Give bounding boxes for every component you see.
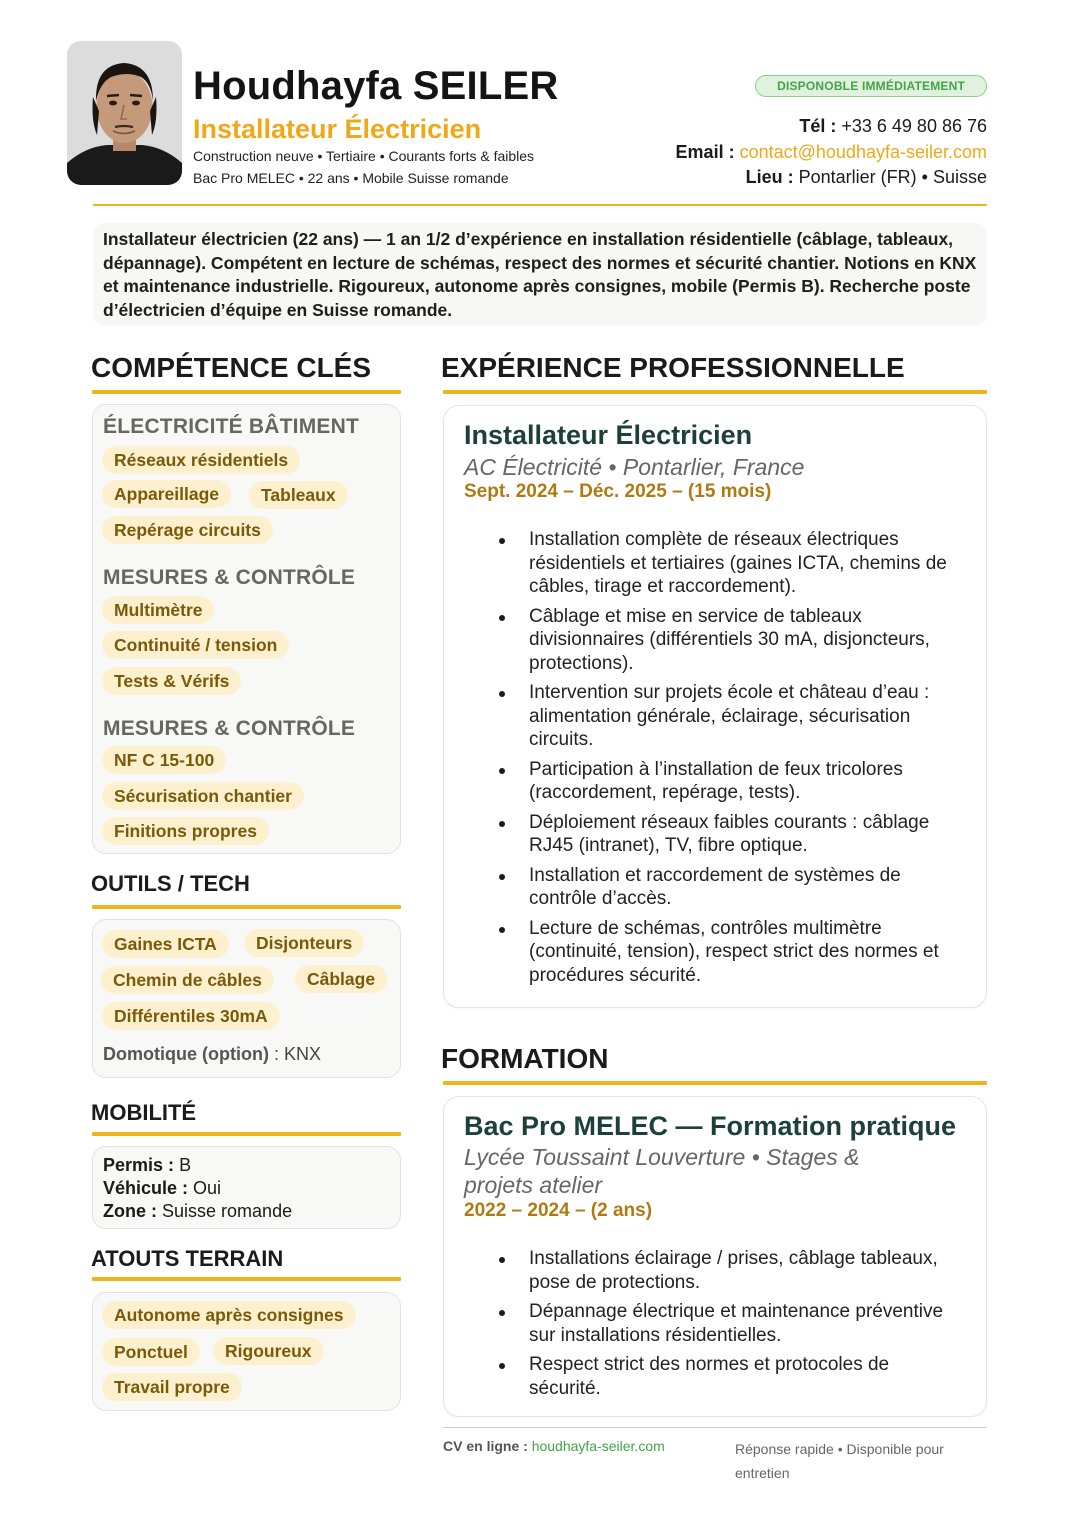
list-item: Installation et raccordement de systèmes de contrôle d’accès. [464,864,962,911]
permis-line [103,1155,191,1176]
asset-chip: Rigoureux [213,1337,324,1365]
phone-label: Tél : [799,116,837,136]
tool-chip: Différentiles 30mA [102,1002,280,1030]
skill-chip: Sécurisation chantier [102,782,304,810]
list-item: Intervention sur projets école et château d’eau : alimentation générale, éclairage, sécurisation circuits. [464,681,962,752]
tool-chip: Gaines ICTA [102,930,229,958]
list-item: Respect strict des normes et protocoles de sécurité. [464,1353,962,1400]
zone-label: Zone : [103,1201,157,1221]
domotique-value: : KNX [273,1044,321,1064]
education-details [464,1247,962,1406]
job-title: Installateur Électricien [464,420,753,450]
footer-note: Réponse rapide • Disponible pour entretien [735,1441,944,1481]
assets-heading: ATOUTS TERRAIN [91,1246,284,1271]
location-value: Pontarlier (FR) • Suisse [798,167,987,187]
domotique-line [103,1044,321,1065]
school-name: Lycée Toussaint Louverture • Stages & projets atelier [464,1144,860,1198]
skills-group-title: MESURES & CONTRÔLE [103,566,356,589]
asset-chip: Travail propre [102,1373,242,1401]
bullet-icon [499,538,505,544]
permis-value: B [179,1155,192,1175]
assets-heading-underline [92,1277,401,1281]
footer-cv-link[interactable] [443,1438,665,1454]
tools-card [92,919,401,1078]
tool-chip: Disjonteurs [244,929,364,957]
list-item: Lecture de schémas, contrôles multimètre (continuité, tension), respect strict des normes et procédures sécurité. [464,917,962,988]
zone-line [103,1201,292,1222]
education-heading-underline [443,1081,987,1085]
cv-website-link[interactable]: houdhayfa-seiler.com [531,1438,665,1454]
candidate-name: Houdhayfa SEILER [193,64,559,108]
profile-summary: Installateur électricien (22 ans) — 1 an 1/2 d’expérience en installation résidentielle (câblage, tableaux, dépannage). Compétent en lecture de schémas, respect des normes et sécurité chantier. Notions en KNX et maintenance industrielle. Rigoureux, autonome après consignes, mobile (Permis B). Recherche poste d’électricien d’équipe en Suisse romande. [93,223,987,326]
education-dates: 2022 – 2024 – (2 ans) [464,1200,653,1221]
experience-card [443,405,987,1008]
tool-chip: Chemin de câbles [101,966,274,994]
contact-email[interactable] [676,142,987,163]
tools-heading: OUTILS / TECH [91,871,250,896]
bullet-icon [499,874,505,880]
contact-phone[interactable] [799,116,987,137]
phone-value[interactable]: +33 6 49 80 86 76 [841,116,987,136]
email-label: Email : [675,142,735,162]
skills-heading: COMPÉTENCE CLÉS [91,352,372,383]
profile-photo [67,41,182,185]
skill-chip: Tableaux [249,481,348,509]
bullet-icon [499,1363,505,1369]
skill-chip: Multimètre [102,596,214,624]
skill-chip: Continuité / tension [102,631,289,659]
cv-label: CV en ligne : [443,1438,528,1454]
header-subline-specialties: Construction neuve • Tertiaire • Courants forts & faibles [193,148,535,164]
skills-card [92,404,401,854]
zone-value: Suisse romande [162,1201,293,1221]
skill-chip: Appareillage [102,480,231,508]
vehicule-value: Oui [193,1178,222,1198]
skill-chip: NF C 15-100 [102,746,226,774]
assets-card [92,1292,401,1411]
bullet-icon [499,691,505,697]
permis-label: Permis : [103,1155,175,1175]
education-heading: FORMATION [441,1043,609,1074]
skill-chip: Repérage circuits [102,516,273,544]
footer-divider [443,1427,987,1428]
mobility-card [92,1146,401,1229]
bullet-icon [499,768,505,774]
availability-badge: DISPONOBLE IMMÉDIATEMENT [755,75,987,97]
contact-location [746,167,987,188]
asset-chip: Ponctuel [102,1338,200,1366]
list-item: Câblage et mise en service de tableaux divisionnaires (différentiels 30 mA, disjoncteurs, protections). [464,605,962,676]
skill-chip: Tests & Vérifs [102,667,241,695]
job-dates: Sept. 2024 – Déc. 2025 – (15 mois) [464,481,772,502]
bullet-icon [499,1257,505,1263]
skills-heading-underline [92,390,401,394]
list-item: Dépannage électrique et maintenance préventive sur installations résidentielles. [464,1300,962,1347]
skills-group-title: MESURES & CONTRÔLE [103,717,356,740]
vehicule-line [103,1178,221,1199]
domotique-label: Domotique (option) [103,1044,269,1064]
list-item: Déploiement réseaux faibles courants : câblage RJ45 (intranet), TV, fibre optique. [464,811,962,858]
asset-chip: Autonome après consignes [102,1301,356,1329]
list-item: Installation complète de réseaux électriques résidentiels et tertiaires (gaines ICTA, chemins de câbles, tirage et raccordement). [464,528,962,599]
skill-chip: Finitions propres [102,817,269,845]
tool-chip: Câblage [295,965,387,993]
degree-title: Bac Pro MELEC — Formation pratique [464,1111,957,1141]
skills-group-title: ÉLECTRICITÉ BÂTIMENT [103,415,359,438]
experience-heading-underline [443,390,987,394]
header-subline-profile: Bac Pro MELEC • 22 ans • Mobile Suisse romande [193,170,509,186]
list-item: Participation à l’installation de feux tricolores (raccordement, repérage, tests). [464,758,962,805]
bullet-icon [499,615,505,621]
tools-heading-underline [92,905,401,909]
bullet-icon [499,1310,505,1316]
header-divider [93,204,987,206]
job-employer: AC Électricité • Pontarlier, France [464,454,805,480]
experience-heading: EXPÉRIENCE PROFESSIONNELLE [441,352,905,383]
vehicule-label: Véhicule : [103,1178,189,1198]
skill-chip: Réseaux résidentiels [102,446,300,474]
education-card [443,1096,987,1417]
location-label: Lieu : [745,167,794,187]
bullet-icon [499,821,505,827]
job-responsibilities [464,528,962,993]
mobility-heading: MOBILITÉ [91,1100,197,1125]
mobility-heading-underline [92,1132,401,1136]
list-item: Installations éclairage / prises, câblage tableaux, pose de protections. [464,1247,962,1294]
candidate-role: Installateur Électricien [193,114,482,144]
bullet-icon [499,927,505,933]
email-link[interactable]: contact@houdhayfa-seiler.com [739,142,987,162]
